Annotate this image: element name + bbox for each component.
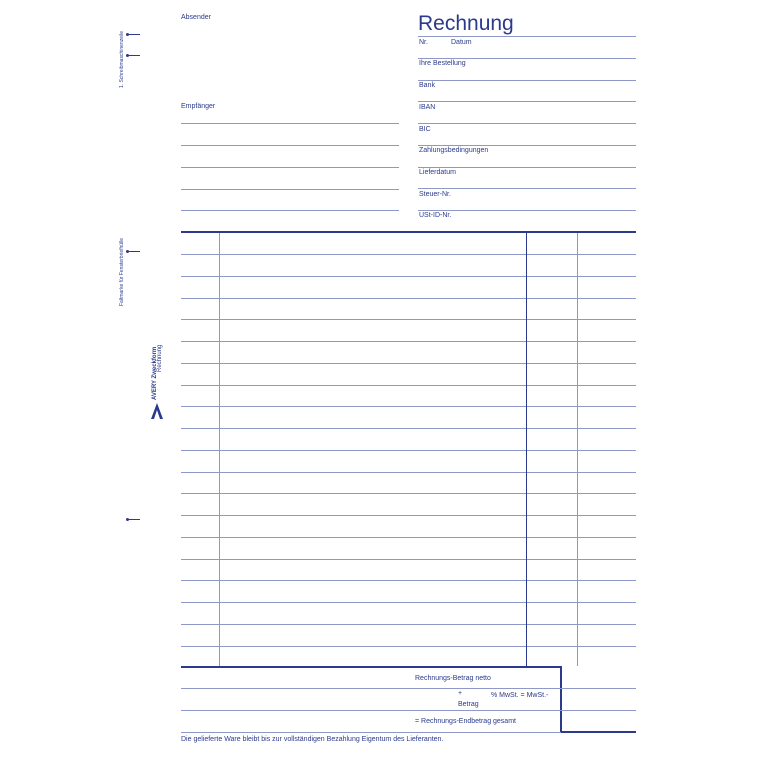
table-row-line xyxy=(181,559,636,560)
typewriter-line-label: 1. Schreibmaschinenzeile xyxy=(119,31,125,88)
bank-line xyxy=(418,101,636,102)
table-row-line xyxy=(181,602,636,603)
lieferdatum-label: Lieferdatum xyxy=(419,169,456,176)
table-row-line xyxy=(181,428,636,429)
table-row-line xyxy=(181,276,636,277)
iban-label: IBAN xyxy=(419,104,436,111)
empfaenger-label: Empfänger xyxy=(181,103,216,110)
table-row-line xyxy=(181,624,636,625)
datum-label: Datum xyxy=(451,39,472,46)
fold-mark-label: Faltmarke für Fensterbriefhülle xyxy=(119,237,125,306)
bic-label: BIC xyxy=(419,126,431,133)
table-col-divider-3 xyxy=(577,233,578,666)
table-row-line xyxy=(181,385,636,386)
table-row-line xyxy=(181,254,636,255)
zahlungsbedingungen-label: Zahlungsbedingungen xyxy=(419,147,489,154)
table-row-line xyxy=(181,363,636,364)
table-row-line xyxy=(181,450,636,451)
empfaenger-line-5 xyxy=(181,210,399,211)
top-marker-1 xyxy=(128,34,140,35)
table-row-line xyxy=(181,472,636,473)
bank-label: Bank xyxy=(419,82,435,89)
totals-bottom-border xyxy=(560,731,636,733)
iban-line xyxy=(418,123,636,124)
plus-label: + xyxy=(458,690,463,697)
totals-line-1 xyxy=(181,688,636,689)
empfaenger-line-1 xyxy=(181,123,399,124)
steuer-nr-label: Steuer-Nr. xyxy=(419,191,451,198)
empfaenger-line-3 xyxy=(181,167,399,168)
invoice-title: Rechnung xyxy=(418,12,514,35)
zahlung-line xyxy=(418,167,636,168)
table-row-line xyxy=(181,580,636,581)
table-row-line xyxy=(181,406,636,407)
absender-label: Absender xyxy=(181,14,211,21)
avery-logo-icon xyxy=(150,402,164,420)
totals-right-border xyxy=(560,666,562,733)
netto-label: Rechnungs-Betrag netto xyxy=(415,675,491,682)
totals-line-3 xyxy=(181,732,561,733)
bic-line xyxy=(418,145,636,146)
ihre-bestellung-label: Ihre Bestellung xyxy=(419,60,466,67)
fold-marker xyxy=(128,251,140,252)
table-row-line xyxy=(181,319,636,320)
liefer-line xyxy=(418,188,636,189)
table-row-line xyxy=(181,341,636,342)
steuer-line xyxy=(418,210,636,211)
nr-label: Nr. xyxy=(419,39,428,46)
table-col-divider-1 xyxy=(219,233,220,666)
table-row-line xyxy=(181,298,636,299)
mwst-betrag-label: Betrag xyxy=(458,701,479,708)
nr-line xyxy=(418,58,636,59)
totals-line-2 xyxy=(181,710,636,711)
ust-id-label: USt-ID-Nr. xyxy=(419,212,452,219)
product-label: Rechnung xyxy=(157,344,163,372)
totals-top-border xyxy=(181,666,562,668)
gesamt-label: = Rechnungs-Endbetrag gesamt xyxy=(415,718,516,725)
table-row-line xyxy=(181,537,636,538)
empfaenger-line-4 xyxy=(181,189,399,190)
title-line xyxy=(418,36,636,37)
punch-marker xyxy=(128,519,140,520)
bestellung-line xyxy=(418,80,636,81)
brand-label: AVERY Zweckform xyxy=(152,346,158,400)
table-row-line xyxy=(181,515,636,516)
table-col-divider-2 xyxy=(526,233,527,666)
empfaenger-line-2 xyxy=(181,145,399,146)
mwst-label: % MwSt. = MwSt.- xyxy=(491,692,549,699)
footer-note: Die gelieferte Ware bleibt bis zur vollständigen Bezahlung Eigentum des Lieferanten. xyxy=(181,736,444,743)
table-row-line xyxy=(181,493,636,494)
table-top-border xyxy=(181,231,636,233)
top-marker-2 xyxy=(128,55,140,56)
avery-logo xyxy=(150,402,164,420)
table-row-line xyxy=(181,646,636,647)
